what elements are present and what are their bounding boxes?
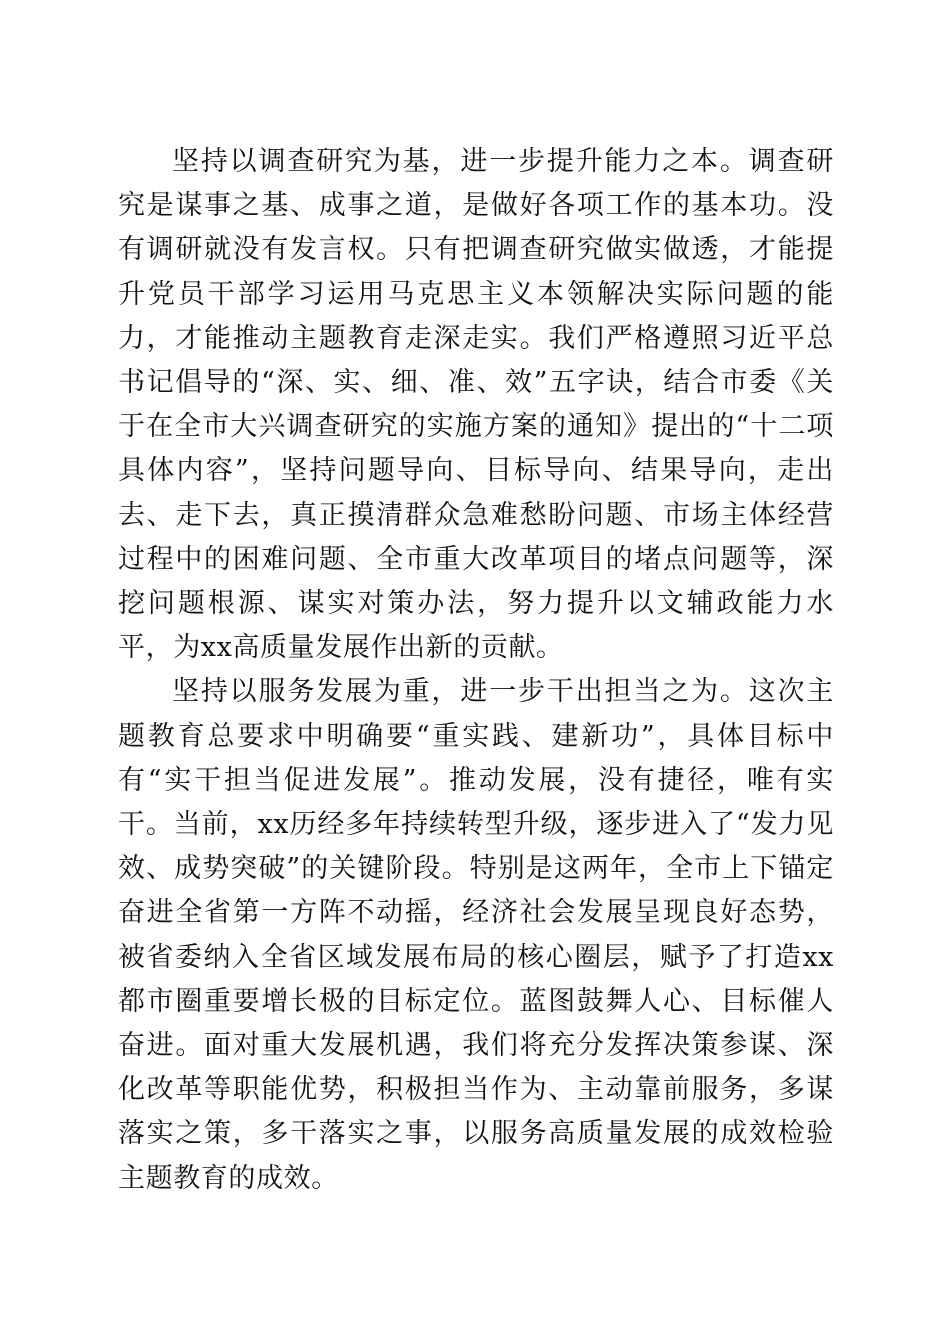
paragraph-research: 坚持以调查研究为基，进一步提升能力之本。调查研究是谋事之基、成事之道，是做好各项工作的基本功。没有调研就没有发言权。只有把调查研究做实做透，才能提升党员干部学习运用马克思主义本领解决实际问题的能力，才能推动主题教育走深走实。我们严格遵照习近平总书记倡导的“深、实、细、准、效”五字诀，结合市委《关于在全市大兴调查研究的实施方案的通知》提出的“十二项具体内容”，坚持问题导向、目标导向、结果导向，走出去、走下去，真正摸清群众急难愁盼问题、市场主体经营过程中的困难问题、全市重大改革项目的堵点问题等，深挖问题根源、谋实对策办法，努力提升以文辅政能力水平，为xx高质量发展作出新的贡献。: [118, 146, 834, 664]
document-body: [118, 140, 834, 1201]
paragraph-service-development: 坚持以服务发展为重，进一步干出担当之为。这次主题教育总要求中明确要“重实践、建新功”，具体目标中有“实干担当促进发展”。推动发展，没有捷径，唯有实干。当前，xx历经多年持续转型升级，逐步进入了“发力见效、成势突破”的关键阶段。特别是这两年，全市上下锚定奋进全省第一方阵不动摇，经济社会发展呈现良好态势，被省委纳入全省区域发展布局的核心圈层，赋予了打造xx都市圈重要增长极的目标定位。蓝图鼓舞人心、目标催人奋进。面对重大发展机遇，我们将充分发挥决策参谋、深化改革等职能优势，积极担当作为、主动靠前服务，多谋落实之策，多干落实之事，以服务高质量发展的成效检验主题教育的成效。: [118, 676, 834, 1194]
